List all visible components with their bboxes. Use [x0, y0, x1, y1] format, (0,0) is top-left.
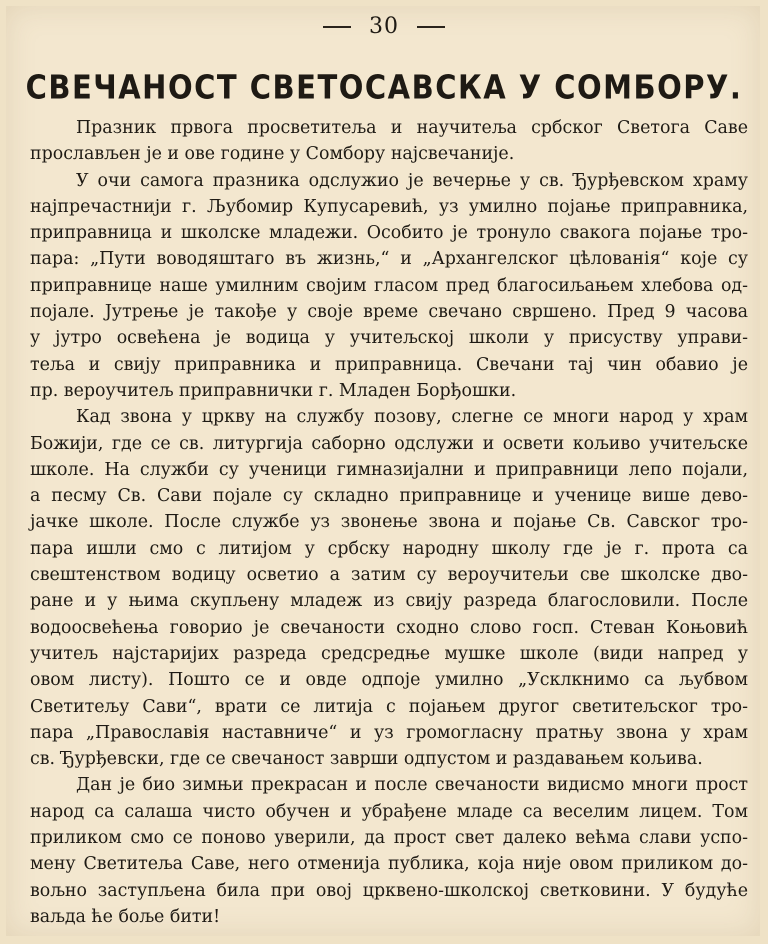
- text-line: водоосвећења говорио је свечаности сходно слово госп. Стеван Коњовић: [30, 617, 748, 638]
- text-line: појале. Јутрење је такође у своје време свечано свршено. Пред 9 часова: [30, 302, 748, 323]
- text-line: мену Светитеља Саве, него отменија публика, која није овом приликом до-: [30, 854, 748, 875]
- page-header: [0, 14, 768, 39]
- text-line: Божији, где се св. литургија саборно одслужи и освети кољиво учитељске: [30, 433, 748, 454]
- header-dash-left: [323, 26, 351, 28]
- text-line: св. Ђурђевски, где се свечаност заврши одпустом и раздавањем кољива.: [30, 749, 703, 770]
- text-line: овом листу). Пошто се и овде одпоје умилно „Усклкнимо са љубвом: [30, 670, 748, 691]
- text-line: ваљда ће боље бити!: [30, 906, 221, 927]
- text-line: теља и свију приправника и приправница. Свечани тај чин обавио је: [30, 354, 748, 375]
- text-line: Дан је био зимњи прекрасан и после свечаности видисмо многи прост: [76, 775, 748, 796]
- text-line: пара ишли смо с литијом у србску народну школу где је г. прота са: [30, 538, 748, 559]
- text-line: приправница и школске младежи. Особито је тронуло свакога појање тро-: [30, 223, 748, 244]
- text-line: јачке школе. После службе уз звонење звона и појање Св. Савског тро-: [30, 512, 748, 533]
- text-line: Празник првога просветитеља и научитеља србског Светога Саве: [76, 118, 748, 138]
- header-dash-right: [417, 26, 445, 28]
- text-line: прослављен је и ове године у Сомбору најсвечаније.: [30, 144, 515, 165]
- text-line: У очи самога празника одслужио је вечерње у св. Ђурђевском храму: [76, 170, 748, 191]
- text-line: Кад звона у цркву на службу позову, слегне се многи народ у храм: [76, 407, 748, 428]
- text-line: школе. На служби су ученици гимназијални и приправници лепо појали,: [30, 459, 748, 480]
- text-line: најпречастнији г. Љубомир Купусаревић, уз умилно појање приправника,: [30, 196, 748, 217]
- text-line: пара „Православія наставниче“ и уз громогласну пратњу звона у храм: [30, 722, 748, 743]
- text-line: пр. вероучитељ приправнички г. Младен Борђошки.: [30, 380, 517, 401]
- text-line: вољно заступљена била при овој црквено-школској светковини. У будуће: [30, 880, 748, 901]
- article-title: СВЕЧАНОСТ СВЕТОСАВСКА У СОМБОРУ.: [25, 67, 743, 107]
- text-line: свештенством водицу осветио а затим су вероучитељи све школске дво-: [30, 565, 748, 586]
- text-line: у јутро освећена је водица у учитељској школи у присуству управи-: [30, 328, 748, 349]
- text-line: учитељ најстаријих разреда средсредње мушке школе (види напред у: [30, 643, 748, 664]
- page-number: 30: [369, 14, 399, 39]
- text-line: пара: „Пути вoводяштаго въ жизнь,“ и „Архангелског цѣлованія“ које су: [30, 249, 748, 270]
- text-line: ране и у њима скупљену младеж из свију разреда благословили. После: [30, 591, 748, 612]
- article-body: [30, 115, 748, 930]
- text-line: Светитељу Сави“, врати се литија с појањем другог светитељског тро-: [30, 696, 748, 717]
- text-line: народ са салаша чисто обучен и убрађене младе са веселим лицем. Том: [30, 801, 748, 822]
- text-line: приликом смо се поново уверили, да прост свет далеко већма слави успо-: [30, 828, 748, 849]
- text-line: а песму Св. Сави појале су складно приправнице и ученице више дево-: [30, 486, 748, 507]
- text-line: приправнице наше умилним својим гласом пред благосиљањем хлебова од-: [30, 275, 748, 296]
